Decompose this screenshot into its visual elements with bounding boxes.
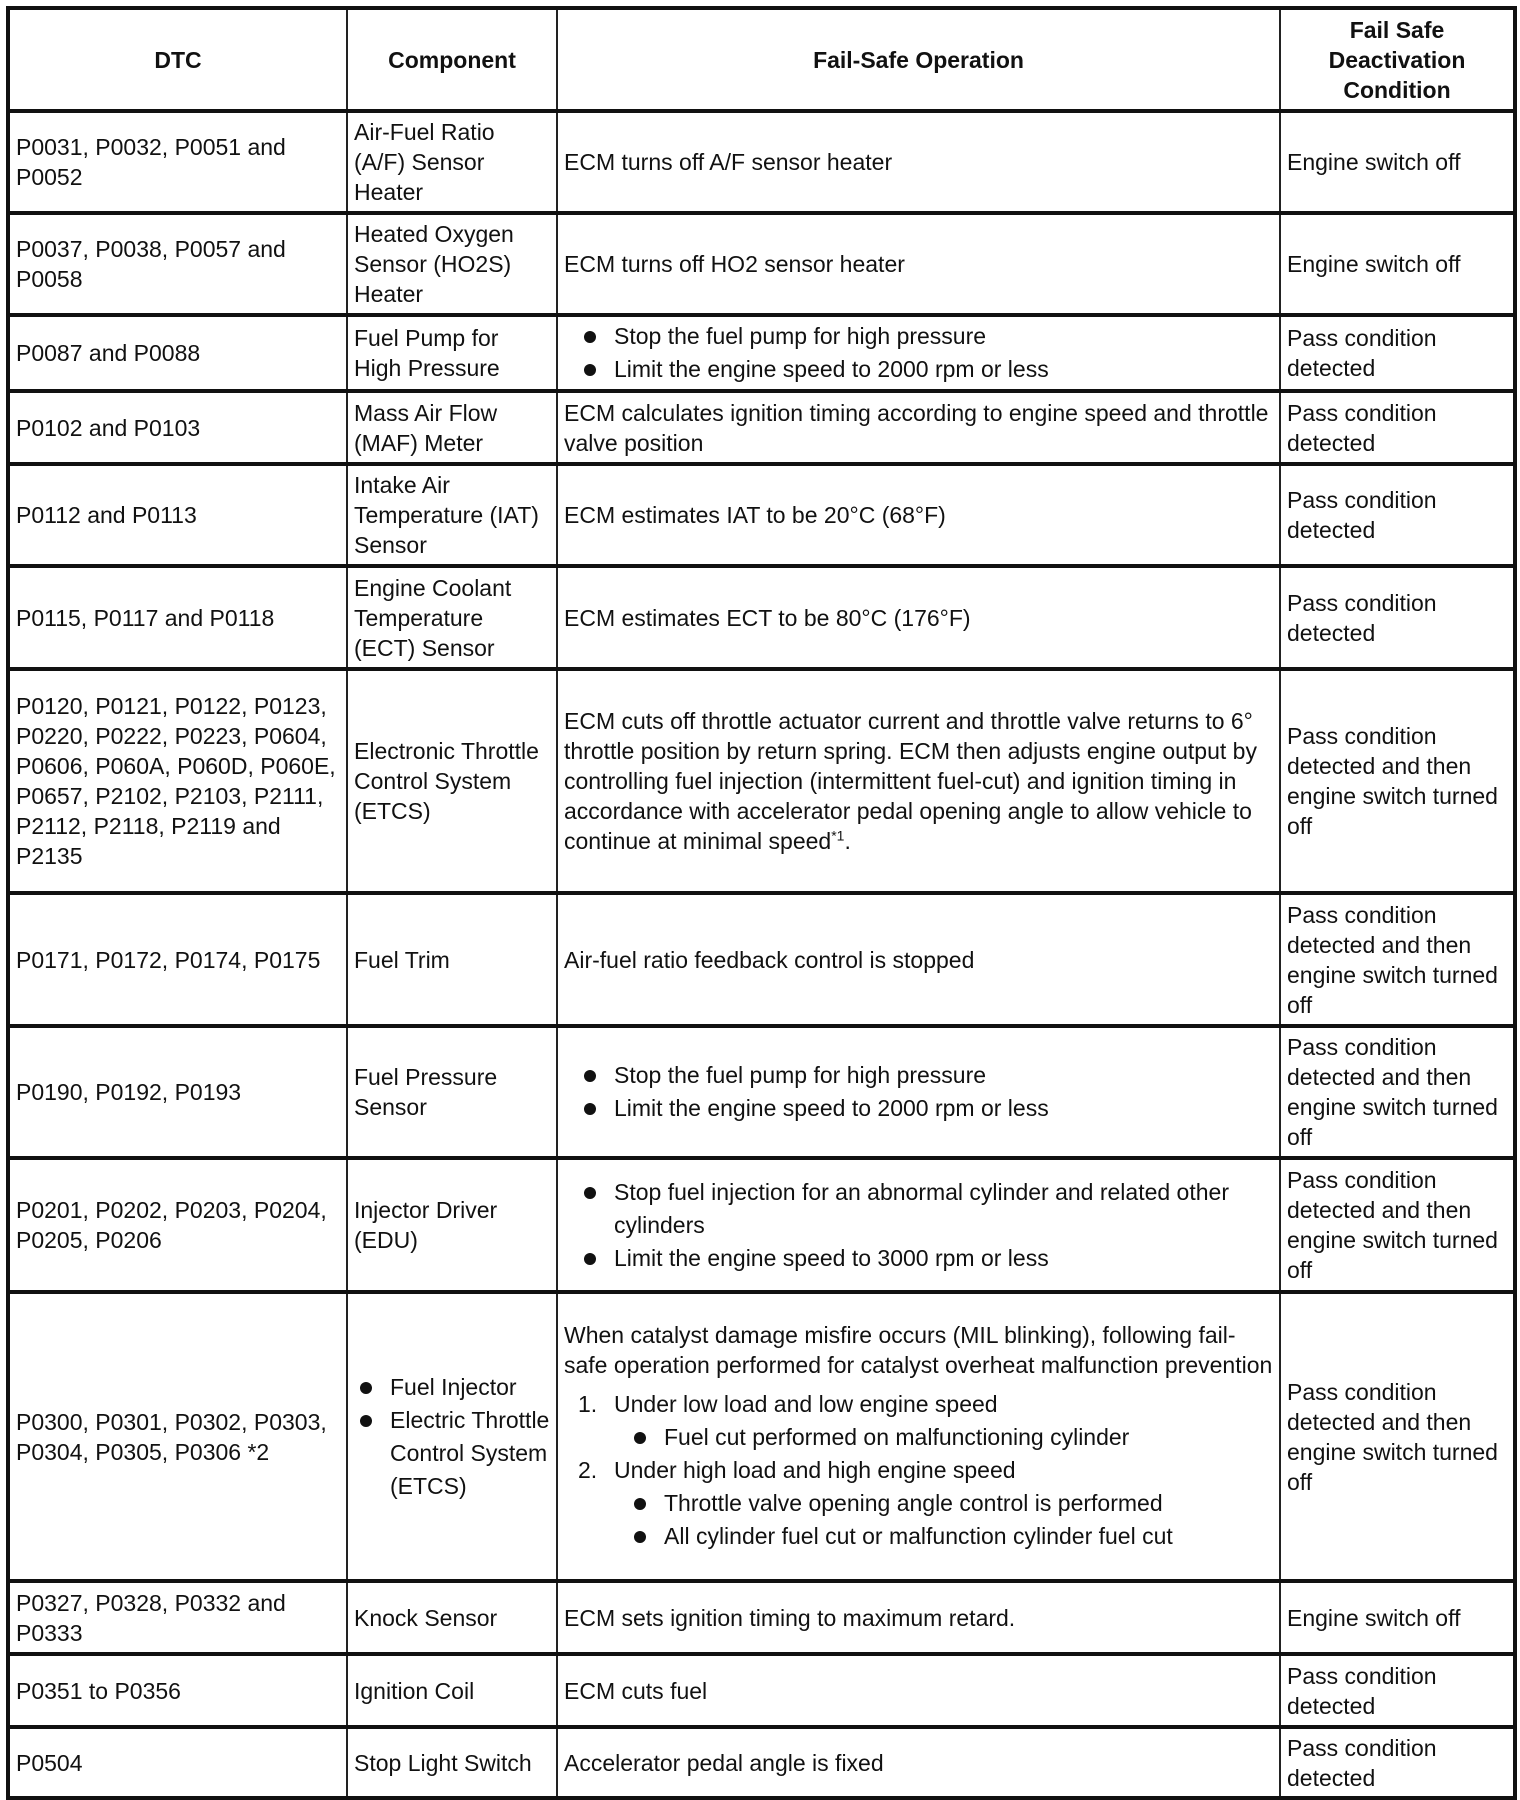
component-cell: Electronic Throttle Control System (ETCS) <box>347 669 557 893</box>
operation-cell <box>557 315 1280 391</box>
bullet-item: Fuel Injector <box>354 1371 550 1404</box>
deactivation-cell: Pass condition detected <box>1280 1654 1515 1727</box>
dtc-cell: P0190, P0192, P0193 <box>8 1026 347 1158</box>
dtc-cell: P0102 and P0103 <box>8 391 347 464</box>
component-cell: Fuel Pump for High Pressure <box>347 315 557 391</box>
operation-cell <box>557 1292 1280 1581</box>
step-bullets <box>578 1421 1273 1454</box>
operation-cell <box>557 391 1280 464</box>
header-fail-safe-operation: Fail-Safe Operation <box>557 8 1280 111</box>
operation-tail: . <box>844 828 851 854</box>
table-row <box>8 1727 1515 1798</box>
operation-cell <box>557 1158 1280 1292</box>
bullet-item: Stop the fuel pump for high pressure <box>578 1059 1273 1092</box>
component-cell: Ignition Coil <box>347 1654 557 1727</box>
table-row <box>8 1026 1515 1158</box>
table-row <box>8 893 1515 1026</box>
operation-cell <box>557 1026 1280 1158</box>
table-row <box>8 111 1515 213</box>
deactivation-cell: Pass condition detected <box>1280 464 1515 566</box>
component-cell: Intake Air Temperature (IAT) Sensor <box>347 464 557 566</box>
operation-text: ECM estimates IAT to be 20°C (68°F) <box>564 502 946 528</box>
bullet-item: Stop fuel injection for an abnormal cylinder and related other cylinders <box>578 1176 1273 1242</box>
deactivation-cell: Pass condition detected <box>1280 391 1515 464</box>
component-cell: Mass Air Flow (MAF) Meter <box>347 391 557 464</box>
table-row <box>8 464 1515 566</box>
step-number: 1. <box>578 1391 598 1417</box>
table-row <box>8 566 1515 669</box>
header-row <box>8 8 1515 111</box>
operation-text: ECM turns off A/F sensor heater <box>564 149 893 175</box>
operation-list <box>564 1176 1273 1275</box>
deactivation-cell: Pass condition detected and then engine switch turned off <box>1280 1158 1515 1292</box>
table-row <box>8 1158 1515 1292</box>
operation-cell <box>557 1727 1280 1798</box>
footnote-ref: *1 <box>831 827 845 844</box>
dtc-cell: P0201, P0202, P0203, P0204, P0205, P0206 <box>8 1158 347 1292</box>
component-cell <box>347 1292 557 1581</box>
operation-text: ECM cuts fuel <box>564 1677 708 1704</box>
operation-cell <box>557 893 1280 1026</box>
header-dtc: DTC <box>8 8 347 111</box>
component-cell: Fuel Pressure Sensor <box>347 1026 557 1158</box>
deactivation-cell: Pass condition detected and then engine switch turned off <box>1280 893 1515 1026</box>
operation-cell <box>557 1581 1280 1654</box>
deactivation-cell: Pass condition detected and then engine switch turned off <box>1280 1026 1515 1158</box>
operation-text: ECM turns off HO2 sensor heater <box>564 251 905 277</box>
component-cell: Air-Fuel Ratio (A/F) Sensor Heater <box>347 111 557 213</box>
operation-text: ECM estimates ECT to be 80°C (176°F) <box>564 604 971 631</box>
step-number: 2. <box>578 1457 598 1483</box>
component-cell: Engine Coolant Temperature (ECT) Sensor <box>347 566 557 669</box>
deactivation-cell: Pass condition detected and then engine switch turned off <box>1280 1292 1515 1581</box>
component-cell: Injector Driver (EDU) <box>347 1158 557 1292</box>
deactivation-cell: Pass condition detected <box>1280 1727 1515 1798</box>
header-deactivation-condition: Fail Safe Deactivation Condition <box>1280 8 1515 111</box>
dtc-cell: P0037, P0038, P0057 and P0058 <box>8 213 347 315</box>
table-row <box>8 213 1515 315</box>
deactivation-cell: Pass condition detected and then engine switch turned off <box>1280 669 1515 893</box>
table-row <box>8 391 1515 464</box>
dtc-cell: P0087 and P0088 <box>8 315 347 391</box>
fail-safe-table <box>6 6 1517 1800</box>
operation-text: Accelerator pedal angle is fixed <box>564 1749 884 1776</box>
component-list <box>354 1371 550 1503</box>
operation-text: ECM sets ignition timing to maximum retard. <box>564 1604 1016 1631</box>
operation-cell <box>557 669 1280 893</box>
step-item <box>578 1454 1273 1553</box>
step-item <box>578 1388 1273 1454</box>
operation-cell <box>557 464 1280 566</box>
deactivation-cell: Engine switch off <box>1280 213 1515 315</box>
operation-text: Air-fuel ratio feedback control is stopped <box>564 946 975 973</box>
bullet-item: Fuel cut performed on malfunctioning cylinder <box>628 1421 1273 1454</box>
table-row <box>8 1292 1515 1581</box>
dtc-cell: P0031, P0032, P0051 and P0052 <box>8 111 347 213</box>
deactivation-cell: Pass condition detected <box>1280 315 1515 391</box>
deactivation-cell: Engine switch off <box>1280 1581 1515 1654</box>
component-cell: Heated Oxygen Sensor (HO2S) Heater <box>347 213 557 315</box>
dtc-cell: P0351 to P0356 <box>8 1654 347 1727</box>
component-cell: Knock Sensor <box>347 1581 557 1654</box>
operation-cell <box>557 566 1280 669</box>
component-cell: Stop Light Switch <box>347 1727 557 1798</box>
operation-list <box>564 1059 1273 1125</box>
step-text: Under high load and high engine speed <box>614 1457 1016 1483</box>
dtc-cell: P0300, P0301, P0302, P0303, P0304, P0305, P0306 *2 <box>8 1292 347 1581</box>
bullet-item: Stop the fuel pump for high pressure <box>578 320 1273 353</box>
operation-steps <box>564 1388 1273 1553</box>
operation-list <box>564 320 1273 386</box>
operation-cell <box>557 1654 1280 1727</box>
operation-text: ECM calculates ignition timing according to engine speed and throttle valve position <box>564 399 1269 456</box>
dtc-cell: P0171, P0172, P0174, P0175 <box>8 893 347 1026</box>
table-row <box>8 1654 1515 1727</box>
dtc-cell: P0115, P0117 and P0118 <box>8 566 347 669</box>
bullet-item: Electric Throttle Control System (ETCS) <box>354 1404 550 1503</box>
dtc-cell: P0327, P0328, P0332 and P0333 <box>8 1581 347 1654</box>
operation-intro: When catalyst damage misfire occurs (MIL blinking), following fail-safe operation performed for catalyst overheat malfunction prevention <box>564 1322 1273 1378</box>
step-text: Under low load and low engine speed <box>614 1391 998 1417</box>
bullet-item: Limit the engine speed to 2000 rpm or less <box>578 1092 1273 1125</box>
operation-cell <box>557 213 1280 315</box>
dtc-cell: P0504 <box>8 1727 347 1798</box>
table-row <box>8 315 1515 391</box>
operation-cell <box>557 111 1280 213</box>
header-component: Component <box>347 8 557 111</box>
step-bullets <box>578 1487 1273 1553</box>
dtc-cell: P0112 and P0113 <box>8 464 347 566</box>
deactivation-cell: Pass condition detected <box>1280 566 1515 669</box>
bullet-item: Throttle valve opening angle control is performed <box>628 1487 1273 1520</box>
bullet-item: Limit the engine speed to 2000 rpm or less <box>578 353 1273 386</box>
dtc-cell: P0120, P0121, P0122, P0123, P0220, P0222, P0223, P0604, P0606, P060A, P060D, P060E, P0657, P2102, P2103, P2111, P2112, P2118, P2119 and P2135 <box>8 669 347 893</box>
table-row <box>8 1581 1515 1654</box>
deactivation-cell: Engine switch off <box>1280 111 1515 213</box>
operation-text: ECM cuts off throttle actuator current and throttle valve returns to 6° throttle position by return spring. ECM then adjusts engine output by controlling fuel injection (intermittent fuel-cut) and ignition timing in accordance with accelerator pedal opening angle to allow vehicle to continue at minimal speed <box>564 708 1257 854</box>
bullet-item: All cylinder fuel cut or malfunction cylinder fuel cut <box>628 1520 1273 1553</box>
table-row <box>8 669 1515 893</box>
bullet-item: Limit the engine speed to 3000 rpm or less <box>578 1242 1273 1275</box>
component-cell: Fuel Trim <box>347 893 557 1026</box>
